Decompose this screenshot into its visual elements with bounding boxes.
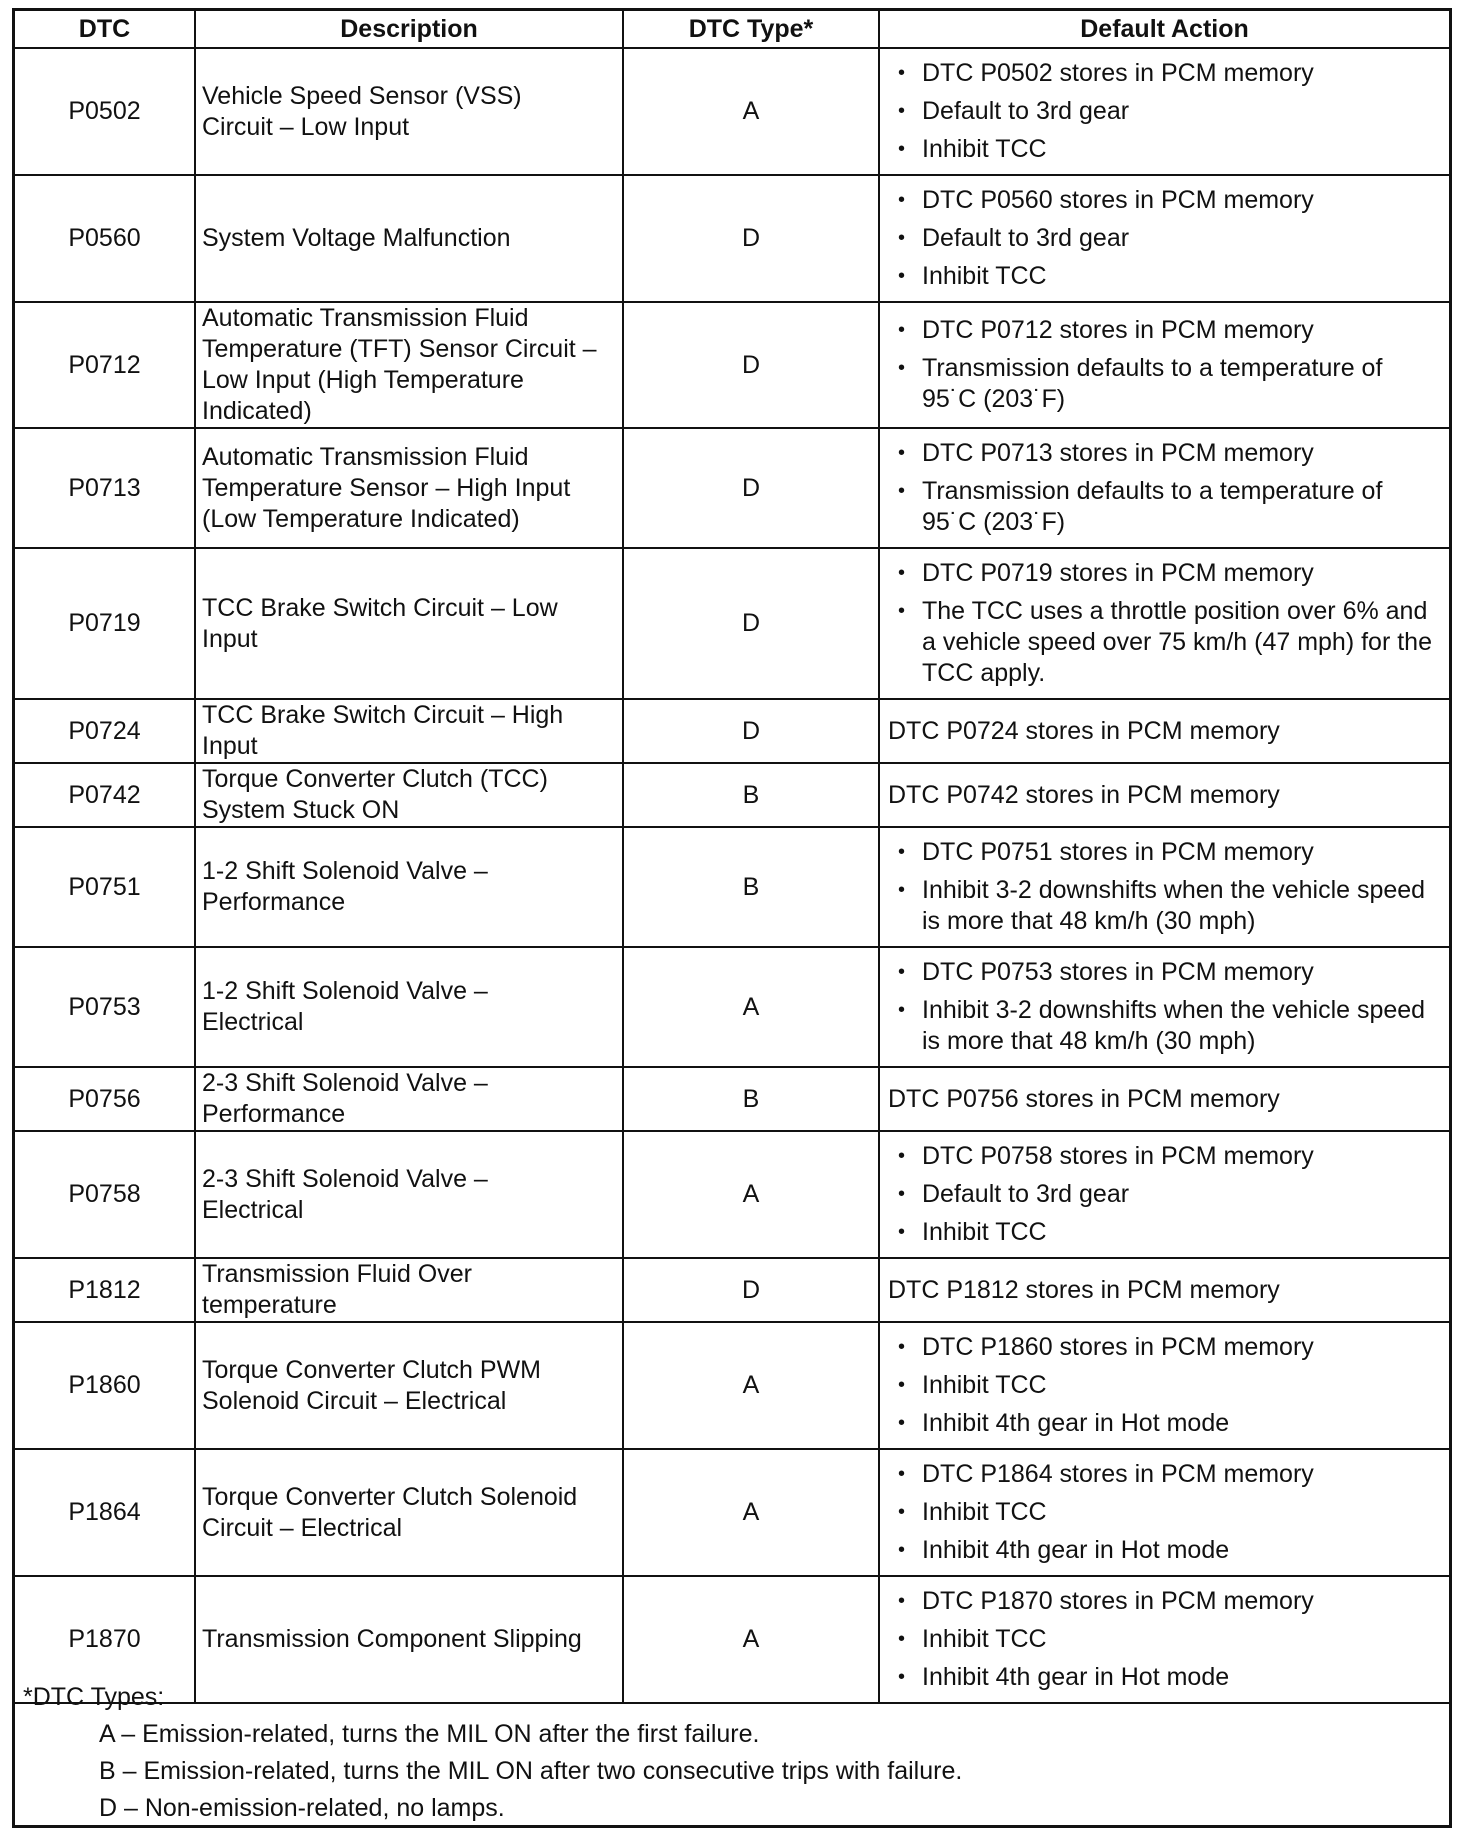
dtc-code-cell: P0712 bbox=[15, 302, 195, 428]
description-cell bbox=[195, 1131, 623, 1258]
header-default-action: Default Action bbox=[879, 11, 1449, 48]
action-item: • Inhibit 3-2 downshifts when the vehicle speed is more that 48 km/h (30 mph) bbox=[888, 995, 1441, 1057]
description-line: Electrical bbox=[202, 1195, 304, 1224]
table-row bbox=[15, 175, 1449, 302]
action-item: • DTC P0719 stores in PCM memory bbox=[888, 558, 1441, 589]
footnote bbox=[15, 1677, 1449, 1825]
action-item: • Default to 3rd gear bbox=[888, 1179, 1441, 1210]
table-row bbox=[15, 827, 1449, 947]
dtc-table bbox=[15, 11, 1449, 1704]
description-cell bbox=[195, 947, 623, 1067]
description-line: TCC Brake Switch Circuit – Low bbox=[202, 593, 558, 622]
table-row bbox=[15, 548, 1449, 699]
description-line: 1-2 Shift Solenoid Valve – bbox=[202, 977, 488, 1005]
action-text: DTC P0742 stores in PCM memory bbox=[888, 780, 1280, 809]
action-item: • Inhibit TCC bbox=[888, 1497, 1441, 1528]
action-item: • DTC P0753 stores in PCM memory bbox=[888, 957, 1441, 988]
header-description: Description bbox=[195, 11, 623, 48]
dtc-type-cell: B bbox=[623, 1067, 879, 1131]
footnote-line: B – Emission-related, turns the MIL ON after two consecutive trips with failure. bbox=[99, 1757, 963, 1785]
header-dtc: DTC bbox=[15, 11, 195, 48]
table-row bbox=[15, 947, 1449, 1067]
action-item: • Inhibit 3-2 downshifts when the vehicle speed is more that 48 km/h (30 mph) bbox=[888, 875, 1441, 937]
action-list bbox=[888, 957, 1441, 1057]
description-line: Temperature (TFT) Sensor Circuit – bbox=[202, 335, 597, 363]
description-line: Automatic Transmission Fluid bbox=[202, 442, 529, 471]
description-line: Automatic Transmission Fluid bbox=[202, 304, 529, 332]
table-row bbox=[15, 302, 1449, 428]
description-line: Input bbox=[202, 624, 258, 653]
description-cell bbox=[195, 548, 623, 699]
action-text: DTC P1812 stores in PCM memory bbox=[888, 1275, 1280, 1304]
default-action-cell bbox=[879, 1067, 1449, 1131]
action-item: • The TCC uses a throttle position over 6% and a vehicle speed over 75 km/h (47 mph) for the TCC apply. bbox=[888, 596, 1441, 689]
footnote-line: D – Non-emission-related, no lamps. bbox=[99, 1794, 505, 1822]
default-action-cell bbox=[879, 1449, 1449, 1576]
table-row bbox=[15, 1322, 1449, 1449]
action-item: • DTC P0751 stores in PCM memory bbox=[888, 837, 1441, 868]
description-line: Circuit – Low Input bbox=[202, 112, 410, 141]
action-item: • DTC P0560 stores in PCM memory bbox=[888, 185, 1441, 216]
action-item: • Inhibit 4th gear in Hot mode bbox=[888, 1535, 1441, 1566]
table-row bbox=[15, 763, 1449, 827]
default-action-cell bbox=[879, 827, 1449, 947]
dtc-type-cell: D bbox=[623, 548, 879, 699]
description-cell bbox=[195, 1322, 623, 1449]
default-action-cell bbox=[879, 1258, 1449, 1322]
description-line: Transmission Fluid Over bbox=[202, 1260, 472, 1288]
description-line: Input bbox=[202, 732, 258, 760]
dtc-code-cell: P0751 bbox=[15, 827, 195, 947]
dtc-document bbox=[12, 8, 1452, 1828]
description-line: (Low Temperature Indicated) bbox=[202, 504, 520, 533]
description-cell bbox=[195, 827, 623, 947]
action-item: • DTC P1864 stores in PCM memory bbox=[888, 1459, 1441, 1490]
action-list bbox=[888, 185, 1441, 292]
dtc-type-cell: A bbox=[623, 1322, 879, 1449]
table-row bbox=[15, 699, 1449, 763]
action-item: • DTC P0502 stores in PCM memory bbox=[888, 58, 1441, 89]
action-item: • DTC P1870 stores in PCM memory bbox=[888, 1586, 1441, 1617]
action-item: • DTC P0713 stores in PCM memory bbox=[888, 438, 1441, 469]
dtc-type-cell: B bbox=[623, 827, 879, 947]
table-row bbox=[15, 1258, 1449, 1322]
description-cell bbox=[195, 699, 623, 763]
dtc-code-cell: P0742 bbox=[15, 763, 195, 827]
action-item: • Transmission defaults to a temperature of 95˙C (203˙F) bbox=[888, 476, 1441, 538]
table-row bbox=[15, 1449, 1449, 1576]
default-action-cell bbox=[879, 428, 1449, 548]
default-action-cell bbox=[879, 763, 1449, 827]
description-cell bbox=[195, 1449, 623, 1576]
description-line: TCC Brake Switch Circuit – High bbox=[202, 701, 564, 729]
default-action-cell bbox=[879, 302, 1449, 428]
table-body bbox=[15, 48, 1449, 1703]
dtc-code-cell: P0753 bbox=[15, 947, 195, 1067]
action-text: DTC P0724 stores in PCM memory bbox=[888, 716, 1280, 745]
action-list bbox=[888, 438, 1441, 538]
action-list bbox=[888, 58, 1441, 165]
dtc-type-cell: D bbox=[623, 699, 879, 763]
dtc-type-cell: D bbox=[623, 1258, 879, 1322]
dtc-code-cell: P0560 bbox=[15, 175, 195, 302]
dtc-code-cell: P0724 bbox=[15, 699, 195, 763]
action-list bbox=[888, 315, 1441, 415]
description-line: Vehicle Speed Sensor (VSS) bbox=[202, 81, 522, 110]
action-item: • Transmission defaults to a temperature of 95˙C (203˙F) bbox=[888, 353, 1441, 415]
dtc-code-cell: P1812 bbox=[15, 1258, 195, 1322]
action-item: • Default to 3rd gear bbox=[888, 223, 1441, 254]
action-list bbox=[888, 1332, 1441, 1439]
description-line: System Voltage Malfunction bbox=[202, 224, 511, 252]
table-row bbox=[15, 1131, 1449, 1258]
default-action-cell bbox=[879, 1322, 1449, 1449]
action-item: • Inhibit TCC bbox=[888, 134, 1441, 165]
default-action-cell bbox=[879, 548, 1449, 699]
description-line: Temperature Sensor – High Input bbox=[202, 473, 571, 502]
dtc-code-cell: P0756 bbox=[15, 1067, 195, 1131]
description-line: Performance bbox=[202, 888, 346, 916]
default-action-cell bbox=[879, 1131, 1449, 1258]
description-line: Circuit – Electrical bbox=[202, 1513, 403, 1542]
action-item: • Inhibit TCC bbox=[888, 1217, 1441, 1248]
default-action-cell bbox=[879, 947, 1449, 1067]
footnote-line: A – Emission-related, turns the MIL ON after the first failure. bbox=[99, 1720, 760, 1748]
description-line: Indicated) bbox=[202, 397, 312, 425]
table-row bbox=[15, 1067, 1449, 1131]
description-line: 2-3 Shift Solenoid Valve – bbox=[202, 1164, 488, 1193]
description-line: Transmission Component Slipping bbox=[202, 1625, 582, 1653]
dtc-type-cell: A bbox=[623, 1449, 879, 1576]
footnote-title: *DTC Types: bbox=[23, 1683, 165, 1711]
dtc-type-cell: D bbox=[623, 175, 879, 302]
default-action-cell bbox=[879, 699, 1449, 763]
description-cell bbox=[195, 1067, 623, 1131]
dtc-code-cell: P0758 bbox=[15, 1131, 195, 1258]
dtc-code-cell: P1864 bbox=[15, 1449, 195, 1576]
description-line: 2-3 Shift Solenoid Valve – bbox=[202, 1069, 488, 1097]
description-line: Low Input (High Temperature bbox=[202, 366, 524, 394]
description-cell bbox=[195, 1258, 623, 1322]
description-cell bbox=[195, 175, 623, 302]
action-item: • Default to 3rd gear bbox=[888, 96, 1441, 127]
action-text: DTC P0756 stores in PCM memory bbox=[888, 1084, 1280, 1113]
dtc-type-cell: A bbox=[623, 947, 879, 1067]
dtc-type-cell: D bbox=[623, 302, 879, 428]
dtc-type-cell: B bbox=[623, 763, 879, 827]
dtc-type-cell: D bbox=[623, 428, 879, 548]
dtc-type-cell: A bbox=[623, 1576, 879, 1703]
description-cell bbox=[195, 48, 623, 175]
description-line: Performance bbox=[202, 1100, 346, 1128]
action-list bbox=[888, 558, 1441, 689]
action-item: • DTC P0758 stores in PCM memory bbox=[888, 1141, 1441, 1172]
description-line: Torque Converter Clutch PWM bbox=[202, 1355, 542, 1384]
action-list bbox=[888, 1141, 1441, 1248]
action-list bbox=[888, 837, 1441, 937]
dtc-code-cell: P0719 bbox=[15, 548, 195, 699]
description-line: Torque Converter Clutch (TCC) bbox=[202, 765, 548, 793]
dtc-type-cell: A bbox=[623, 48, 879, 175]
description-cell bbox=[195, 763, 623, 827]
dtc-code-cell: P0502 bbox=[15, 48, 195, 175]
action-item: • DTC P0712 stores in PCM memory bbox=[888, 315, 1441, 346]
default-action-cell bbox=[879, 48, 1449, 175]
header-dtc-type: DTC Type* bbox=[623, 11, 879, 48]
action-item: • Inhibit TCC bbox=[888, 261, 1441, 292]
description-cell bbox=[195, 428, 623, 548]
dtc-code-cell: P1860 bbox=[15, 1322, 195, 1449]
table-row bbox=[15, 428, 1449, 548]
action-item: • DTC P1860 stores in PCM memory bbox=[888, 1332, 1441, 1363]
table-header-row bbox=[15, 11, 1449, 48]
action-item: • Inhibit TCC bbox=[888, 1370, 1441, 1401]
action-item: • Inhibit 4th gear in Hot mode bbox=[888, 1662, 1441, 1693]
description-line: 1-2 Shift Solenoid Valve – bbox=[202, 857, 488, 885]
description-line: Electrical bbox=[202, 1008, 304, 1036]
action-list bbox=[888, 1459, 1441, 1566]
table-row bbox=[15, 48, 1449, 175]
description-line: temperature bbox=[202, 1291, 337, 1319]
dtc-code-cell: P0713 bbox=[15, 428, 195, 548]
dtc-type-cell: A bbox=[623, 1131, 879, 1258]
description-line: Solenoid Circuit – Electrical bbox=[202, 1386, 507, 1415]
action-item: • Inhibit TCC bbox=[888, 1624, 1441, 1655]
description-line: Torque Converter Clutch Solenoid bbox=[202, 1482, 578, 1511]
description-line: System Stuck ON bbox=[202, 796, 400, 824]
action-item: • Inhibit 4th gear in Hot mode bbox=[888, 1408, 1441, 1439]
default-action-cell bbox=[879, 175, 1449, 302]
description-cell bbox=[195, 302, 623, 428]
dtc-code-cell: P1870 bbox=[15, 1576, 195, 1703]
